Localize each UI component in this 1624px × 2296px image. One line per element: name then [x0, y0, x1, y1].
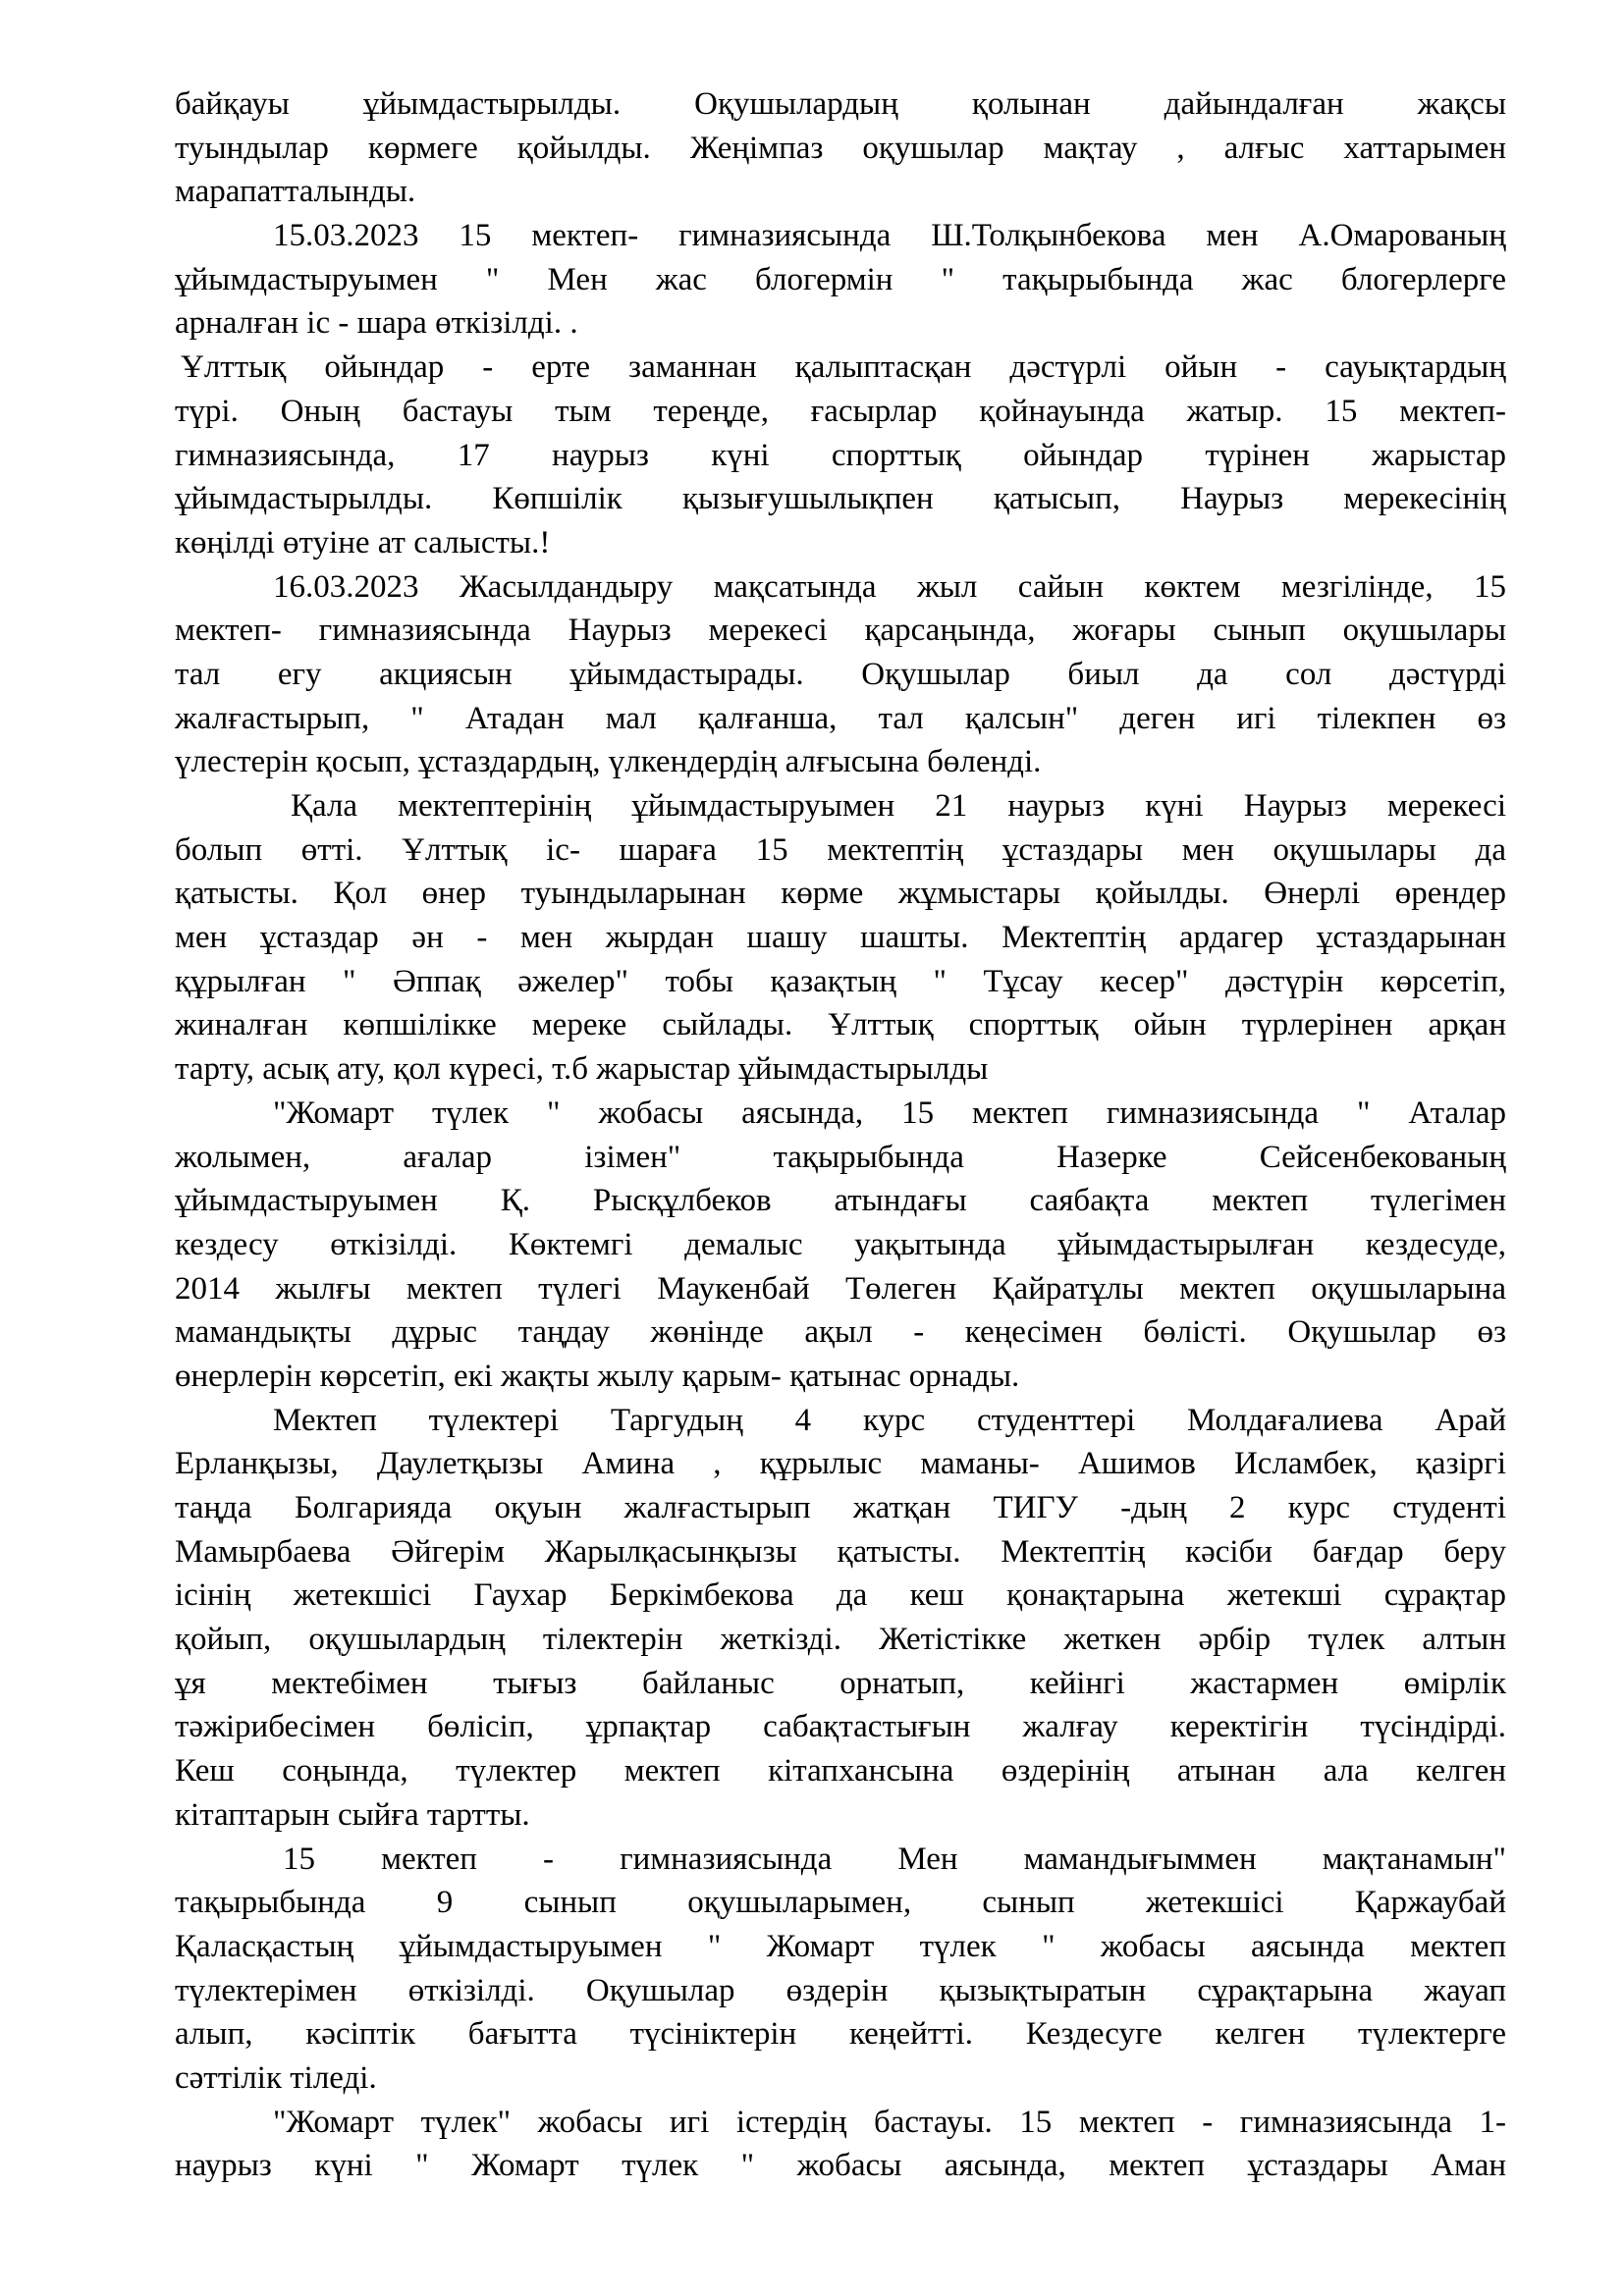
- text-line: Мектеп түлектері Таргудың 4 курс студенттері Молдағалиева Арай: [273, 1402, 1506, 1438]
- text-line: наурыз күні " Жомарт түлек " жобасы аясында, мектеп ұстаздары Аман: [175, 2148, 1506, 2184]
- text-line: 15.03.2023 15 мектеп- гимназиясында Ш.Толқынбекова мен А.Омарованың: [273, 218, 1506, 254]
- text-line: алып, кәсіптік бағытта түсініктерін кеңейтті. Кездесуге келген түлектерге: [175, 2016, 1506, 2053]
- paragraph-alumni-meeting-park: [175, 1092, 1506, 1399]
- text-line: қойып, оқушылардың тілектерін жеткізді. Жетістікке жеткен әрбір түлек алтын: [175, 1622, 1506, 1658]
- paragraph-exhibition-award: [175, 82, 1506, 214]
- text-line: Қала мектептерінің ұйымдастыруымен 21 наурыз күні Наурыз мерекесі: [291, 788, 1506, 824]
- text-line: туындылар көрмеге қойылды. Жеңімпаз оқушылар мақтау , алғыс хаттарымен: [175, 130, 1506, 166]
- text-line: Ерланқызы, Даулетқызы Амина , құрылыс маманы- Ашимов Исламбек, қазіргі: [175, 1446, 1506, 1482]
- text-line: таңда Болгарияда оқуын жалғастырып жатқан ТИГУ -дың 2 курс студенті: [175, 1490, 1506, 1525]
- text-line: жалғастырып, " Атадан мал қалғанша, тал қалсын" деген игі тілекпен өз: [175, 700, 1506, 736]
- text-line: тәжірибесімен бөлісіп, ұрпақтар сабақтастығын жалғау керектігін түсіндірді.: [175, 1709, 1506, 1745]
- text-line: ұйымдастыруымен " Мен жас блогермін " тақырыбында жас блогерлерге: [175, 261, 1506, 297]
- text-line: байқауы ұйымдастырылды. Оқушылардың қолынан дайындалған жақсы: [175, 86, 1506, 122]
- text-line: сәттілік тіледі.: [175, 2059, 377, 2096]
- text-line: 15 мектеп - гимназиясында Мен мамандығыммен мақтанамын": [283, 1841, 1506, 1877]
- text-line: "Жомарт түлек " жобасы аясында, 15 мектеп гимназиясында " Аталар: [273, 1095, 1506, 1131]
- text-line: түрі. Оның бастауы тым тереңде, ғасырлар қойнауында жатыр. 15 мектеп-: [175, 393, 1506, 429]
- text-line: марапатталынды.: [175, 174, 416, 210]
- text-line: Кеш соңында, түлектер мектеп кітапхансына өздерінің атынан ала келген: [175, 1753, 1506, 1789]
- text-line: тал егу акциясын ұйымдастырады. Оқушылар биыл да сол дәстүрді: [175, 656, 1506, 692]
- text-line: ұйымдастырылды. Көпшілік қызығушылықпен қатысып, Наурыз мерекесінің: [175, 481, 1506, 517]
- paragraph-proud-of-profession: [175, 1838, 1506, 2101]
- paragraph-national-games: [175, 346, 1506, 564]
- paragraph-nauryz-celebration: [175, 784, 1506, 1092]
- text-line: түлектерімен өткізілді. Оқушылар өздерін қызықтыратын сұрақтарына жауап: [175, 1972, 1506, 2008]
- text-line: жиналған көпшілікке мереке сыйлады. Ұлттық спорттық ойын түрлерінен арқан: [175, 1007, 1506, 1043]
- text-line: 2014 жылғы мектеп түлегі Маукенбай Төлеген Қайратұлы мектеп оқушыларына: [175, 1270, 1506, 1307]
- text-line: арналған іс - шара өткізілді. .: [175, 305, 578, 342]
- text-line: 16.03.2023 Жасылдандыру мақсатында жыл сайын көктем мезгілінде, 15: [273, 568, 1506, 605]
- text-line: кездесу өткізілді. Көктемгі демалыс уақытында ұйымдастырылған кездесуде,: [175, 1226, 1506, 1262]
- text-line: тақырыбында 9 сынып оқушыларымен, сынып жетекшісі Қаржаубай: [175, 1885, 1506, 1921]
- text-line: кітаптарын сыйға тартты.: [175, 1796, 530, 1833]
- text-line: болып өтті. Ұлттық іс- шараға 15 мектептің ұстаздары мен оқушылары да: [175, 831, 1506, 868]
- text-line: мектеп- гимназиясында Наурыз мерекесі қарсаңында, жоғары сынып оқушылары: [175, 613, 1506, 649]
- text-line: ұйымдастыруымен Қ. Рысқұлбеков атындағы саябақта мектеп түлегімен: [175, 1183, 1506, 1219]
- paragraph-tree-planting: [175, 565, 1506, 784]
- text-line: құрылған " Әппақ әжелер" тобы қазақтың " Тұсау кесер" дәстүрін көрсетіп,: [175, 963, 1506, 999]
- paragraph-zhomart-tulek-project: [175, 2101, 1506, 2188]
- text-line: ісінің жетекшісі Гаухар Беркімбекова да кеш қонақтарына жетекші сұрақтар: [175, 1577, 1506, 1614]
- text-line: мен ұстаздар ән - мен жырдан шашу шашты. Мектептің ардагер ұстаздарынан: [175, 920, 1506, 956]
- text-line: жолымен, ағалар ізімен" тақырыбында Назерке Сейсенбекованың: [175, 1139, 1506, 1175]
- text-line: мамандықты дұрыс таңдау жөнінде ақыл - кеңесімен бөлісті. Оқушылар өз: [175, 1314, 1506, 1351]
- paragraph-blogger-event: [175, 214, 1506, 346]
- text-line: Қаласқастың ұйымдастыруымен " Жомарт түлек " жобасы аясында мектеп: [175, 1928, 1506, 1964]
- text-line: көңілді өтуіне ат салысты.!: [175, 524, 551, 561]
- document-page: [175, 82, 1506, 2188]
- paragraph-graduates-students: [175, 1399, 1506, 1838]
- text-line: Мамырбаева Әйгерім Жарылқасынқызы қатысты. Мектептің кәсіби бағдар беру: [175, 1533, 1506, 1570]
- text-line: "Жомарт түлек" жобасы игі істердің бастауы. 15 мектеп - гимназиясында 1-: [273, 2104, 1506, 2140]
- text-line: ұя мектебімен тығыз байланыс орнатып, кейінгі жастармен өмірлік: [175, 1665, 1506, 1701]
- text-line: тарту, асық ату, қол күресі, т.б жарыстар ұйымдастырылды: [175, 1051, 989, 1088]
- text-line: Ұлттық ойындар - ерте заманнан қалыптасқан дәстүрлі ойын - сауықтардың: [181, 349, 1506, 386]
- text-line: үлестерін қосып, ұстаздардың, үлкендердің алғысына бөленді.: [175, 744, 1042, 780]
- text-line: өнерлерін көрсетіп, екі жақты жылу қарым- қатынас орнады.: [175, 1358, 1020, 1394]
- text-line: қатысты. Қол өнер туындыларынан көрме жұмыстары қойылды. Өнерлі өрендер: [175, 876, 1506, 912]
- text-line: гимназиясында, 17 наурыз күні спорттық ойындар түрінен жарыстар: [175, 437, 1506, 473]
